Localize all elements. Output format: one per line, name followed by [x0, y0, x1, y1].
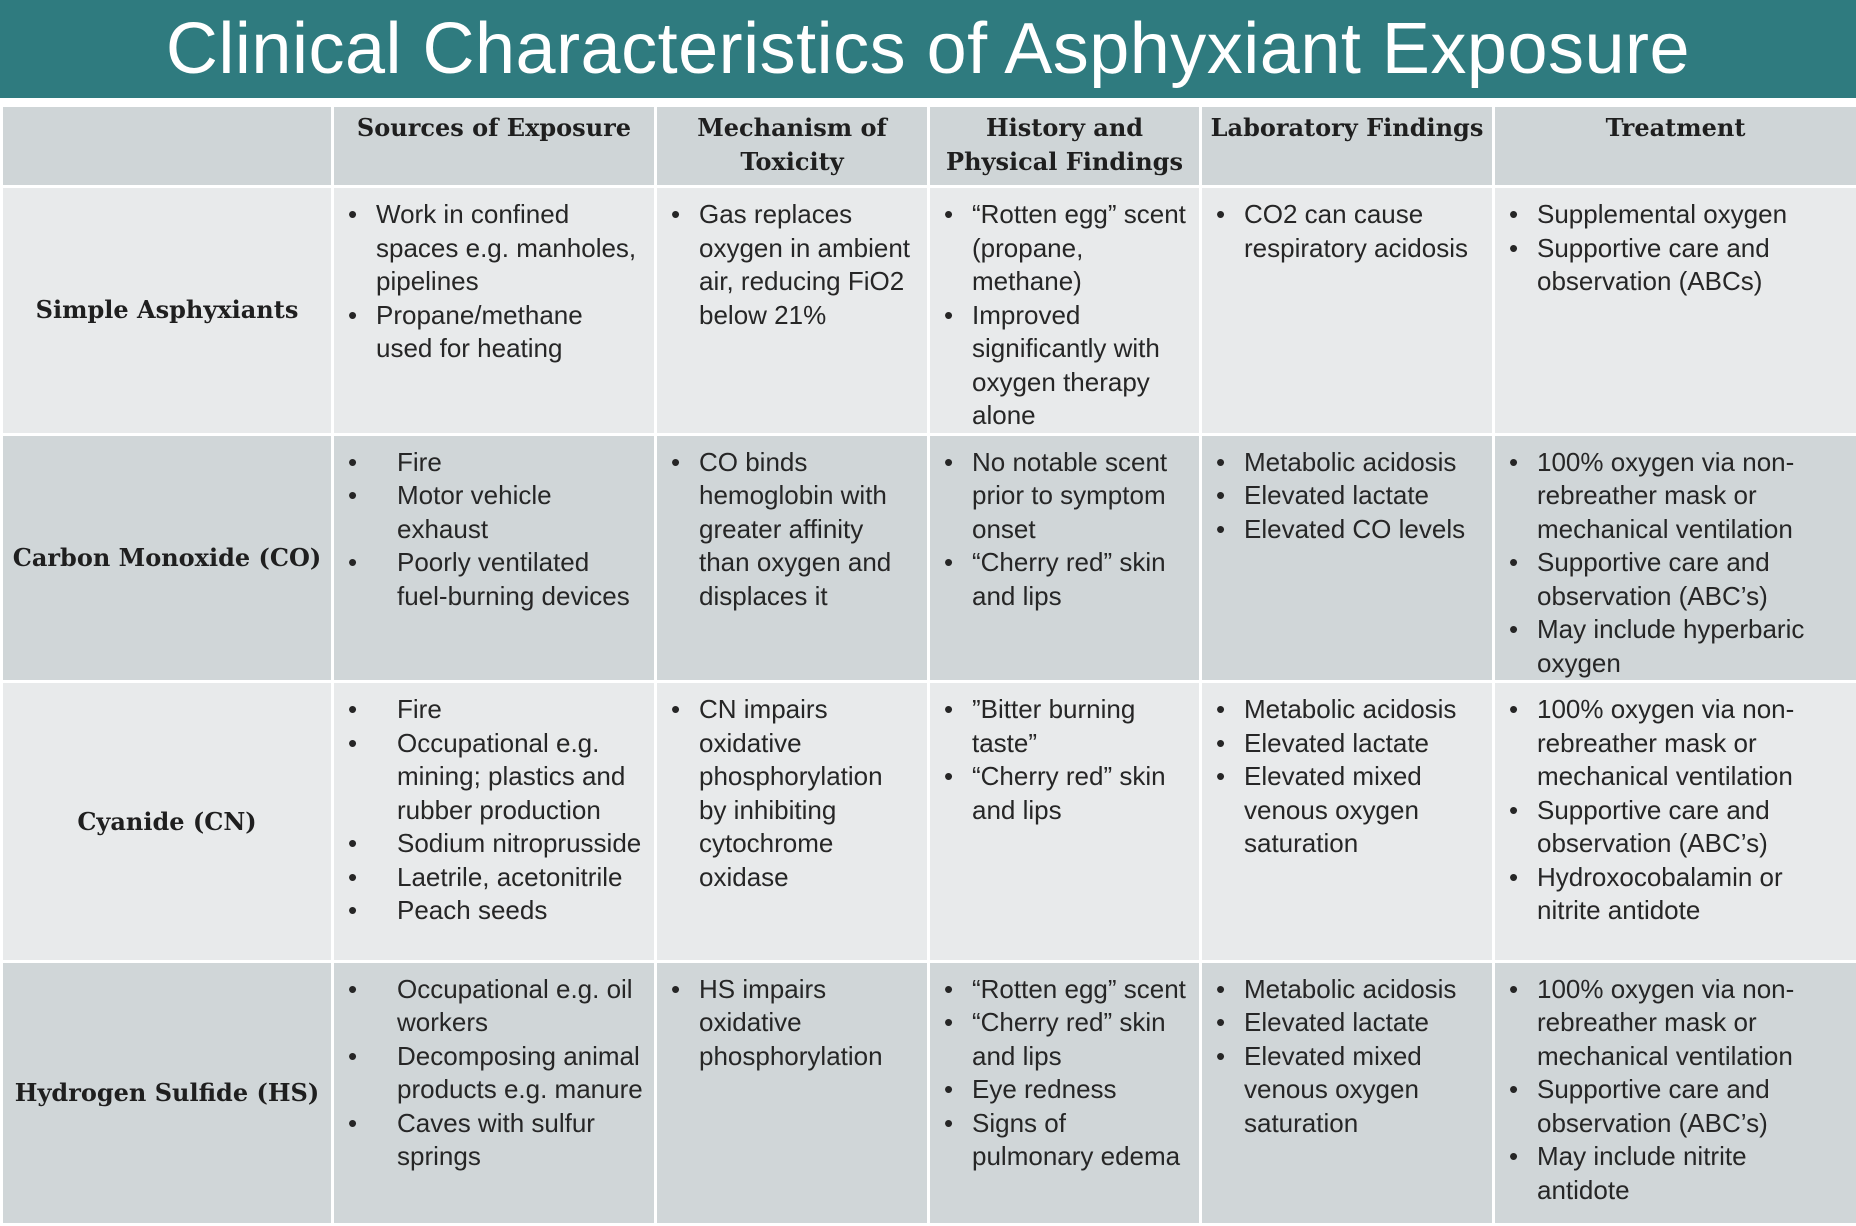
list-item: • Supportive care and observation (ABCs): [1495, 232, 1846, 299]
cell-sources: [333, 434, 656, 682]
list-item: • Work in confined spaces e.g. manholes, pipelines: [334, 198, 644, 299]
list-item: • “Rotten egg” scent (propane, methane): [930, 198, 1189, 299]
list-item: • Elevated lactate: [1202, 1006, 1482, 1040]
list-item: • Elevated mixed venous oxygen saturation: [1202, 1040, 1482, 1141]
list-item: • Poorly ventilated fuel-burning devices: [334, 546, 644, 613]
list-item: • Occupational e.g. mining; plastics and rubber production: [334, 727, 644, 828]
list-item: • Supportive care and observation (ABC’s): [1495, 546, 1846, 613]
table-row: [2, 682, 1856, 961]
list-item: • Peach seeds: [334, 894, 644, 928]
list-item: • May include hyperbaric oxygen: [1495, 613, 1846, 680]
list-item: • CO2 can cause respiratory acidosis: [1202, 198, 1482, 265]
cell-sources: [333, 961, 656, 1224]
cell-treatment: [1494, 187, 1856, 435]
list-item: • Metabolic acidosis: [1202, 446, 1482, 480]
table-row: [2, 434, 1856, 682]
header-corner: [2, 106, 333, 187]
row-header-carbon-monoxide: Carbon Monoxide (CO): [2, 434, 333, 682]
list-item: • Gas replaces oxygen in ambient air, reducing FiO2 below 21%: [657, 198, 917, 332]
table-header-row: [2, 106, 1856, 187]
cell-mechanism: [656, 187, 929, 435]
cell-lab: [1201, 961, 1494, 1224]
list-item: • 100% oxygen via non-rebreather mask or mechanical ventilation: [1495, 446, 1846, 547]
list-item: • CO binds hemoglobin with greater affinity than oxygen and displaces it: [657, 446, 917, 614]
list-item: • Metabolic acidosis: [1202, 973, 1482, 1007]
list-item: • Caves with sulfur springs: [334, 1107, 644, 1174]
list-item: • Propane/methane used for heating: [334, 299, 644, 366]
list-item: • Supportive care and observation (ABC’s): [1495, 794, 1846, 861]
list-item: • Fire: [334, 693, 644, 727]
list-item: • Elevated CO levels: [1202, 513, 1482, 547]
list-item: • “Rotten egg” scent: [930, 973, 1189, 1007]
header-treatment: Treatment: [1494, 106, 1856, 187]
list-item: • Decomposing animal products e.g. manure: [334, 1040, 644, 1107]
cell-lab: [1201, 682, 1494, 961]
list-item: • Laetrile, acetonitrile: [334, 861, 644, 895]
list-item: • “Cherry red” skin and lips: [930, 546, 1189, 613]
list-item: • 100% oxygen via non-rebreather mask or mechanical ventilation: [1495, 693, 1846, 794]
cell-mechanism: [656, 961, 929, 1224]
row-header-cyanide: Cyanide (CN): [2, 682, 333, 961]
asphyxiant-table: [0, 104, 1856, 1226]
table-row: [2, 187, 1856, 435]
title-bar: [0, 0, 1856, 98]
list-item: • Elevated lactate: [1202, 479, 1482, 513]
list-item: • No notable scent prior to symptom onset: [930, 446, 1189, 547]
list-item: • Elevated lactate: [1202, 727, 1482, 761]
cell-sources: [333, 187, 656, 435]
cell-treatment: [1494, 434, 1856, 682]
cell-history: [929, 961, 1201, 1224]
header-mechanism: Mechanism of Toxicity: [656, 106, 929, 187]
row-header-simple-asphyxiants: Simple Asphyxiants: [2, 187, 333, 435]
list-item: • Supportive care and observation (ABC’s): [1495, 1073, 1846, 1140]
cell-history: [929, 434, 1201, 682]
cell-mechanism: [656, 682, 929, 961]
cell-lab: [1201, 187, 1494, 435]
list-item: • Signs of pulmonary edema: [930, 1107, 1189, 1174]
list-item: • “Cherry red” skin and lips: [930, 1006, 1189, 1073]
cell-history: [929, 187, 1201, 435]
list-item: • Elevated mixed venous oxygen saturation: [1202, 760, 1482, 861]
list-item: • Sodium nitroprusside: [334, 827, 644, 861]
header-history: History and Physical Findings: [929, 106, 1201, 187]
list-item: • Supplemental oxygen: [1495, 198, 1846, 232]
cell-history: [929, 682, 1201, 961]
page-title: Clinical Characteristics of Asphyxiant Exposure: [165, 9, 1691, 89]
row-header-hydrogen-sulfide: Hydrogen Sulfide (HS): [2, 961, 333, 1224]
cell-treatment: [1494, 682, 1856, 961]
list-item: • Occupational e.g. oil workers: [334, 973, 644, 1040]
list-item: • Motor vehicle exhaust: [334, 479, 644, 546]
cell-sources: [333, 682, 656, 961]
list-item: • 100% oxygen via non-rebreather mask or mechanical ventilation: [1495, 973, 1846, 1074]
list-item: • ”Bitter burning taste”: [930, 693, 1189, 760]
cell-treatment: [1494, 961, 1856, 1224]
list-item: • HS impairs oxidative phosphorylation: [657, 973, 917, 1074]
cell-lab: [1201, 434, 1494, 682]
list-item: • Hydroxocobalamin or nitrite antidote: [1495, 861, 1846, 928]
list-item: • CN impairs oxidative phosphorylation by inhibiting cytochrome oxidase: [657, 693, 917, 894]
table-row: [2, 961, 1856, 1224]
cell-mechanism: [656, 434, 929, 682]
list-item: • “Cherry red” skin and lips: [930, 760, 1189, 827]
header-lab: Laboratory Findings: [1201, 106, 1494, 187]
list-item: • Metabolic acidosis: [1202, 693, 1482, 727]
list-item: • May include nitrite antidote: [1495, 1140, 1846, 1207]
list-item: • Improved significantly with oxygen therapy alone: [930, 299, 1189, 433]
header-sources: Sources of Exposure: [333, 106, 656, 187]
list-item: • Fire: [334, 446, 644, 480]
list-item: • Eye redness: [930, 1073, 1189, 1107]
